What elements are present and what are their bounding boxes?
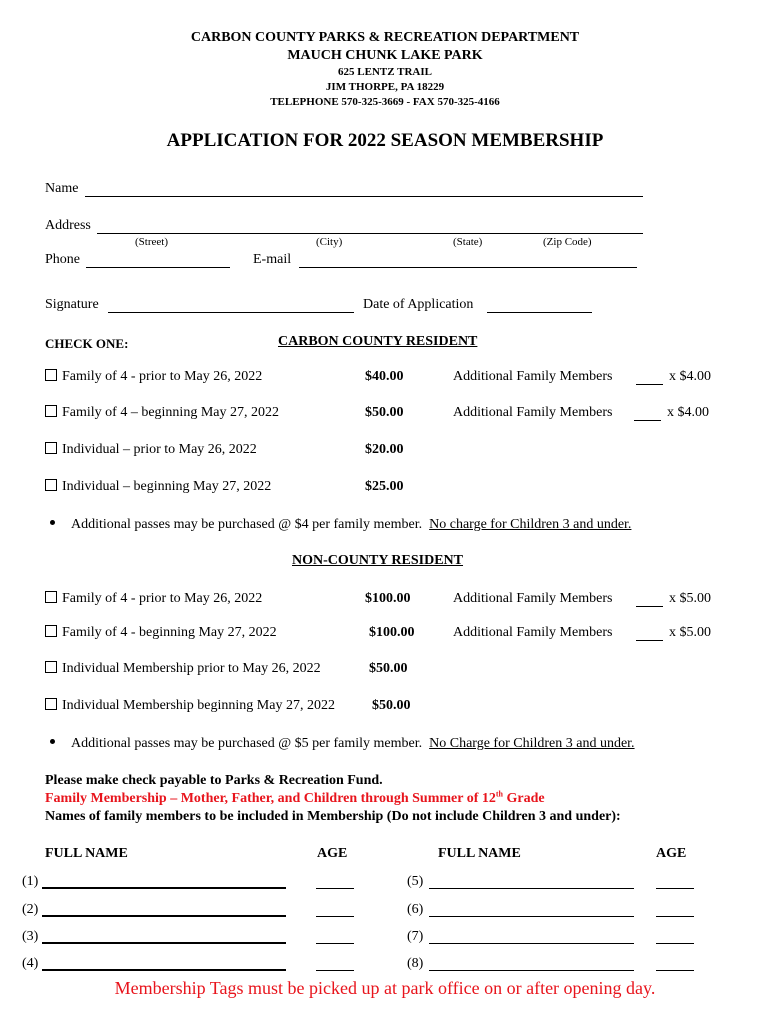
- county-extra-count-1[interactable]: [636, 384, 663, 385]
- noncounty-heading: NON-COUNTY RESIDENT: [292, 553, 464, 568]
- member-name-field-5[interactable]: [429, 888, 634, 889]
- checkbox-icon[interactable]: [45, 369, 57, 381]
- county-option-3[interactable]: Individual – prior to May 26, 2022: [45, 442, 257, 458]
- zip-hint: (Zip Code): [543, 236, 592, 248]
- email-label: E-mail: [253, 252, 292, 267]
- phone-label: Phone: [45, 252, 80, 267]
- checkbox-icon[interactable]: [45, 698, 57, 710]
- family-membership-note: Family Membership – Mother, Father, and Children through Summer of 12th Grade: [45, 789, 545, 806]
- noncounty-price-3: $50.00: [369, 661, 408, 676]
- member-name-field-3[interactable]: [42, 942, 286, 944]
- phone-field[interactable]: [86, 267, 230, 268]
- member-age-field-1[interactable]: [316, 888, 354, 889]
- member-name-field-4[interactable]: [42, 969, 286, 971]
- names-instruction: Names of family members to be included in Membership (Do not include Children 3 and under):: [45, 809, 621, 824]
- signature-field[interactable]: [108, 312, 354, 313]
- checkbox-icon[interactable]: [45, 479, 57, 491]
- date-label: Date of Application: [363, 297, 474, 312]
- member-number-3: (3): [22, 929, 39, 944]
- member-name-field-1[interactable]: [42, 887, 286, 889]
- check-one-label: CHECK ONE:: [45, 336, 129, 351]
- noncounty-extra-count-2[interactable]: [636, 640, 663, 641]
- noncounty-extra-price-2: x $5.00: [669, 625, 711, 640]
- county-extra-price-2: x $4.00: [667, 405, 709, 420]
- noncounty-option-2[interactable]: Family of 4 - beginning May 27, 2022: [45, 625, 277, 641]
- noncounty-option-4[interactable]: Individual Membership beginning May 27, 2022: [45, 698, 335, 714]
- age-header-left: AGE: [317, 846, 348, 861]
- park-street: 625 LENTZ TRAIL: [338, 66, 432, 78]
- state-hint: (State): [453, 236, 483, 248]
- full-name-header-right: FULL NAME: [438, 846, 521, 861]
- member-number-6: (6): [407, 902, 424, 917]
- member-age-field-7[interactable]: [656, 943, 694, 944]
- noncounty-option-3[interactable]: Individual Membership prior to May 26, 2022: [45, 661, 321, 677]
- county-extra-label-1: Additional Family Members: [453, 369, 613, 384]
- noncounty-price-4: $50.00: [372, 698, 411, 713]
- noncounty-option-1[interactable]: Family of 4 - prior to May 26, 2022: [45, 591, 262, 607]
- member-name-field-7[interactable]: [429, 943, 634, 944]
- county-price-2: $50.00: [365, 405, 404, 420]
- city-hint: (City): [316, 236, 343, 248]
- checkbox-icon[interactable]: [45, 591, 57, 603]
- county-price-3: $20.00: [365, 442, 404, 457]
- email-field[interactable]: [299, 267, 637, 268]
- member-age-field-2[interactable]: [316, 916, 354, 917]
- checkbox-icon[interactable]: [45, 442, 57, 454]
- county-price-4: $25.00: [365, 479, 404, 494]
- noncounty-price-1: $100.00: [365, 591, 411, 606]
- address-label: Address: [45, 218, 91, 233]
- member-age-field-3[interactable]: [316, 943, 354, 944]
- full-name-header-left: FULL NAME: [45, 846, 128, 861]
- date-field[interactable]: [487, 312, 592, 313]
- member-number-8: (8): [407, 956, 424, 971]
- county-price-1: $40.00: [365, 369, 404, 384]
- signature-label: Signature: [45, 297, 99, 312]
- park-name: MAUCH CHUNK LAKE PARK: [287, 48, 483, 63]
- member-number-2: (2): [22, 902, 39, 917]
- form-title: APPLICATION FOR 2022 SEASON MEMBERSHIP: [166, 130, 604, 151]
- checkbox-icon[interactable]: [45, 405, 57, 417]
- department-name: CARBON COUNTY PARKS & RECREATION DEPARTMENT: [190, 30, 580, 45]
- noncounty-extra-price-1: x $5.00: [669, 591, 711, 606]
- county-option-2[interactable]: Family of 4 – beginning May 27, 2022: [45, 405, 279, 421]
- member-number-5: (5): [407, 874, 424, 889]
- noncounty-note: Additional passes may be purchased @ $5 per family member. No Charge for Children 3 and under.: [50, 736, 635, 752]
- address-field[interactable]: [97, 233, 643, 234]
- county-option-4[interactable]: Individual – beginning May 27, 2022: [45, 479, 271, 495]
- checkbox-icon[interactable]: [45, 661, 57, 673]
- member-age-field-6[interactable]: [656, 916, 694, 917]
- age-header-right: AGE: [656, 846, 687, 861]
- member-number-7: (7): [407, 929, 424, 944]
- bullet-icon: [50, 520, 55, 525]
- name-label: Name: [45, 181, 79, 196]
- county-option-1[interactable]: Family of 4 - prior to May 26, 2022: [45, 369, 262, 385]
- street-hint: (Street): [135, 236, 168, 248]
- county-extra-price-1: x $4.00: [669, 369, 711, 384]
- park-phone: TELEPHONE 570-325-3669 - FAX 570-325-4166: [270, 96, 500, 108]
- county-extra-label-2: Additional Family Members: [453, 405, 613, 420]
- noncounty-extra-label-2: Additional Family Members: [453, 625, 613, 640]
- member-age-field-4[interactable]: [316, 970, 354, 971]
- member-age-field-5[interactable]: [656, 888, 694, 889]
- checkbox-icon[interactable]: [45, 625, 57, 637]
- member-age-field-8[interactable]: [656, 970, 694, 971]
- member-name-field-8[interactable]: [429, 970, 634, 971]
- park-city: JIM THORPE, PA 18229: [325, 81, 445, 93]
- noncounty-extra-count-1[interactable]: [636, 606, 663, 607]
- member-name-field-2[interactable]: [42, 915, 286, 917]
- payable-instruction: Please make check payable to Parks & Recreation Fund.: [45, 773, 383, 788]
- county-heading: CARBON COUNTY RESIDENT: [278, 334, 478, 349]
- member-number-4: (4): [22, 956, 39, 971]
- noncounty-extra-label-1: Additional Family Members: [453, 591, 613, 606]
- name-field[interactable]: [85, 196, 643, 197]
- member-number-1: (1): [22, 874, 39, 889]
- footer-note: Membership Tags must be picked up at park office on or after opening day.: [114, 978, 656, 998]
- county-note: Additional passes may be purchased @ $4 per family member. No charge for Children 3 and under.: [50, 517, 631, 533]
- member-name-field-6[interactable]: [429, 916, 634, 917]
- noncounty-price-2: $100.00: [369, 625, 415, 640]
- county-extra-count-2[interactable]: [634, 420, 661, 421]
- bullet-icon: [50, 739, 55, 744]
